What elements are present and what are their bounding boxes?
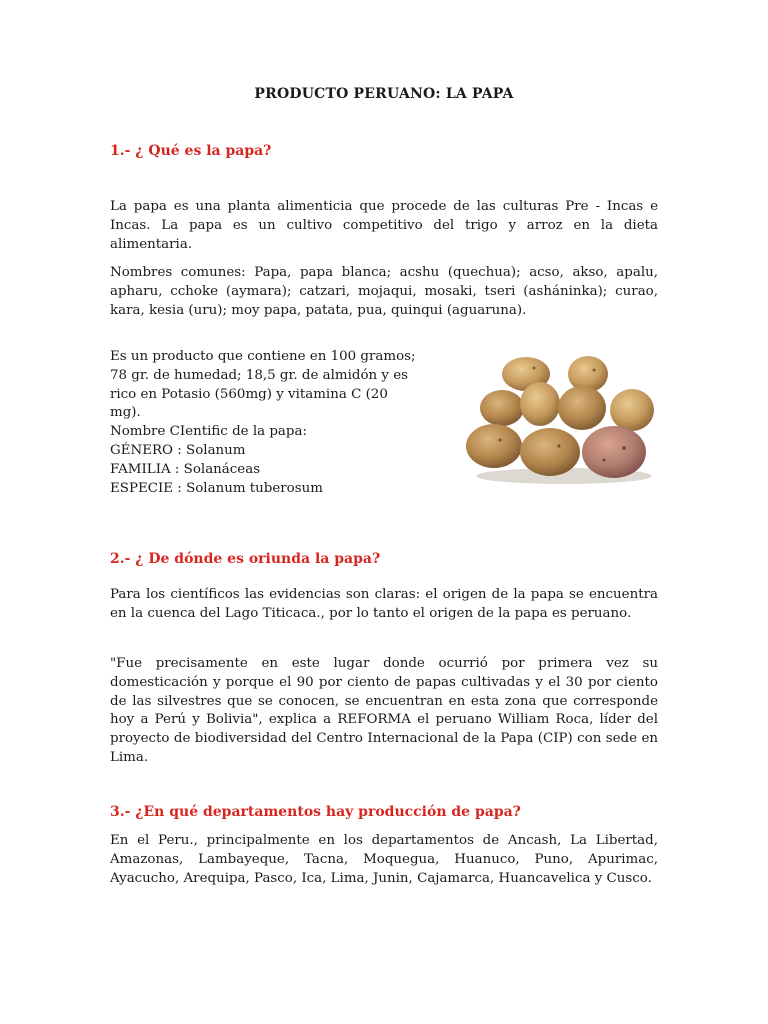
nutrition-line: Es un producto que contiene en 100 gramos; (110, 349, 416, 364)
scientific-name-label: Nombre CIentific de la papa: (110, 424, 307, 440)
section-2-heading: 2.- ¿ De dónde es oriunda la papa? (110, 551, 381, 567)
section-2-paragraph-1: Para los científicos las evidencias son claras: el origen de la papa se encuentra en la cuenca del Lago Titicaca., por lo tanto el origen de la papa es peruano. (110, 587, 658, 621)
section-3-paragraph-1: En el Peru., principalmente en los departamentos de Ancash, La Libertad, Amazonas, Lambayeque, Tacna, Moquegua, Huanuco, Puno, Apurimac, Ayacucho, Arequipa, Pasco, Ica, Lima, Junin, Cajamarca, Huancavelica y Cusco. (110, 833, 658, 886)
species-line: ESPECIE : Solanum tuberosum (110, 480, 323, 496)
potatoes-illustration (464, 348, 658, 488)
family-line: FAMILIA : Solanáceas (110, 461, 261, 477)
nutrition-line: 78 gr. de humedad; 18,5 gr. de almidón y es (110, 367, 409, 383)
section-2-paragraph-2: "Fue precisamente en este lugar donde ocurrió por primera vez su domesticación y porque el 90 por ciento de papas cultivadas y el 30 por ciento de las silvestres que se conocen, se encuentran en esta zona que corresponde hoy a Perú y Bolivia", explica a REFORMA el peruano William Roca, líder del proyecto de biodiversidad del Centro Internacional de la Papa (CIP) con sede en Lima. (110, 656, 658, 765)
section-1-paragraph-2: Nombres comunes: Papa, papa blanca; acshu (quechua); acso, akso, apalu, apharu, cchoke (aymara); catzari, mojaqui, mosaki, tseri (asháninka); curao, kara, kesia (uru); moy papa, patata, pua, quinqui (aguaruna). (110, 265, 658, 318)
nutrition-line: rico en Potasio (560mg) y vitamina C (20 (110, 386, 388, 402)
section-1-paragraph-1: La papa es una planta alimenticia que procede de las culturas Pre - Incas e Incas. La papa es un cultivo competitivo del trigo y arroz en la dieta alimentaria. (110, 199, 658, 252)
potatoes-photo (464, 348, 658, 488)
genus-line: GÉNERO : Solanum (110, 442, 246, 458)
section-3-heading: 3.- ¿En qué departamentos hay producción de papa? (110, 804, 521, 820)
section-1-heading: 1.- ¿ Qué es la papa? (110, 143, 272, 159)
nutrition-line: mg). (110, 405, 141, 421)
document-title: PRODUCTO PERUANO: LA PAPA (254, 86, 514, 102)
nutrition-info-block (110, 348, 455, 498)
